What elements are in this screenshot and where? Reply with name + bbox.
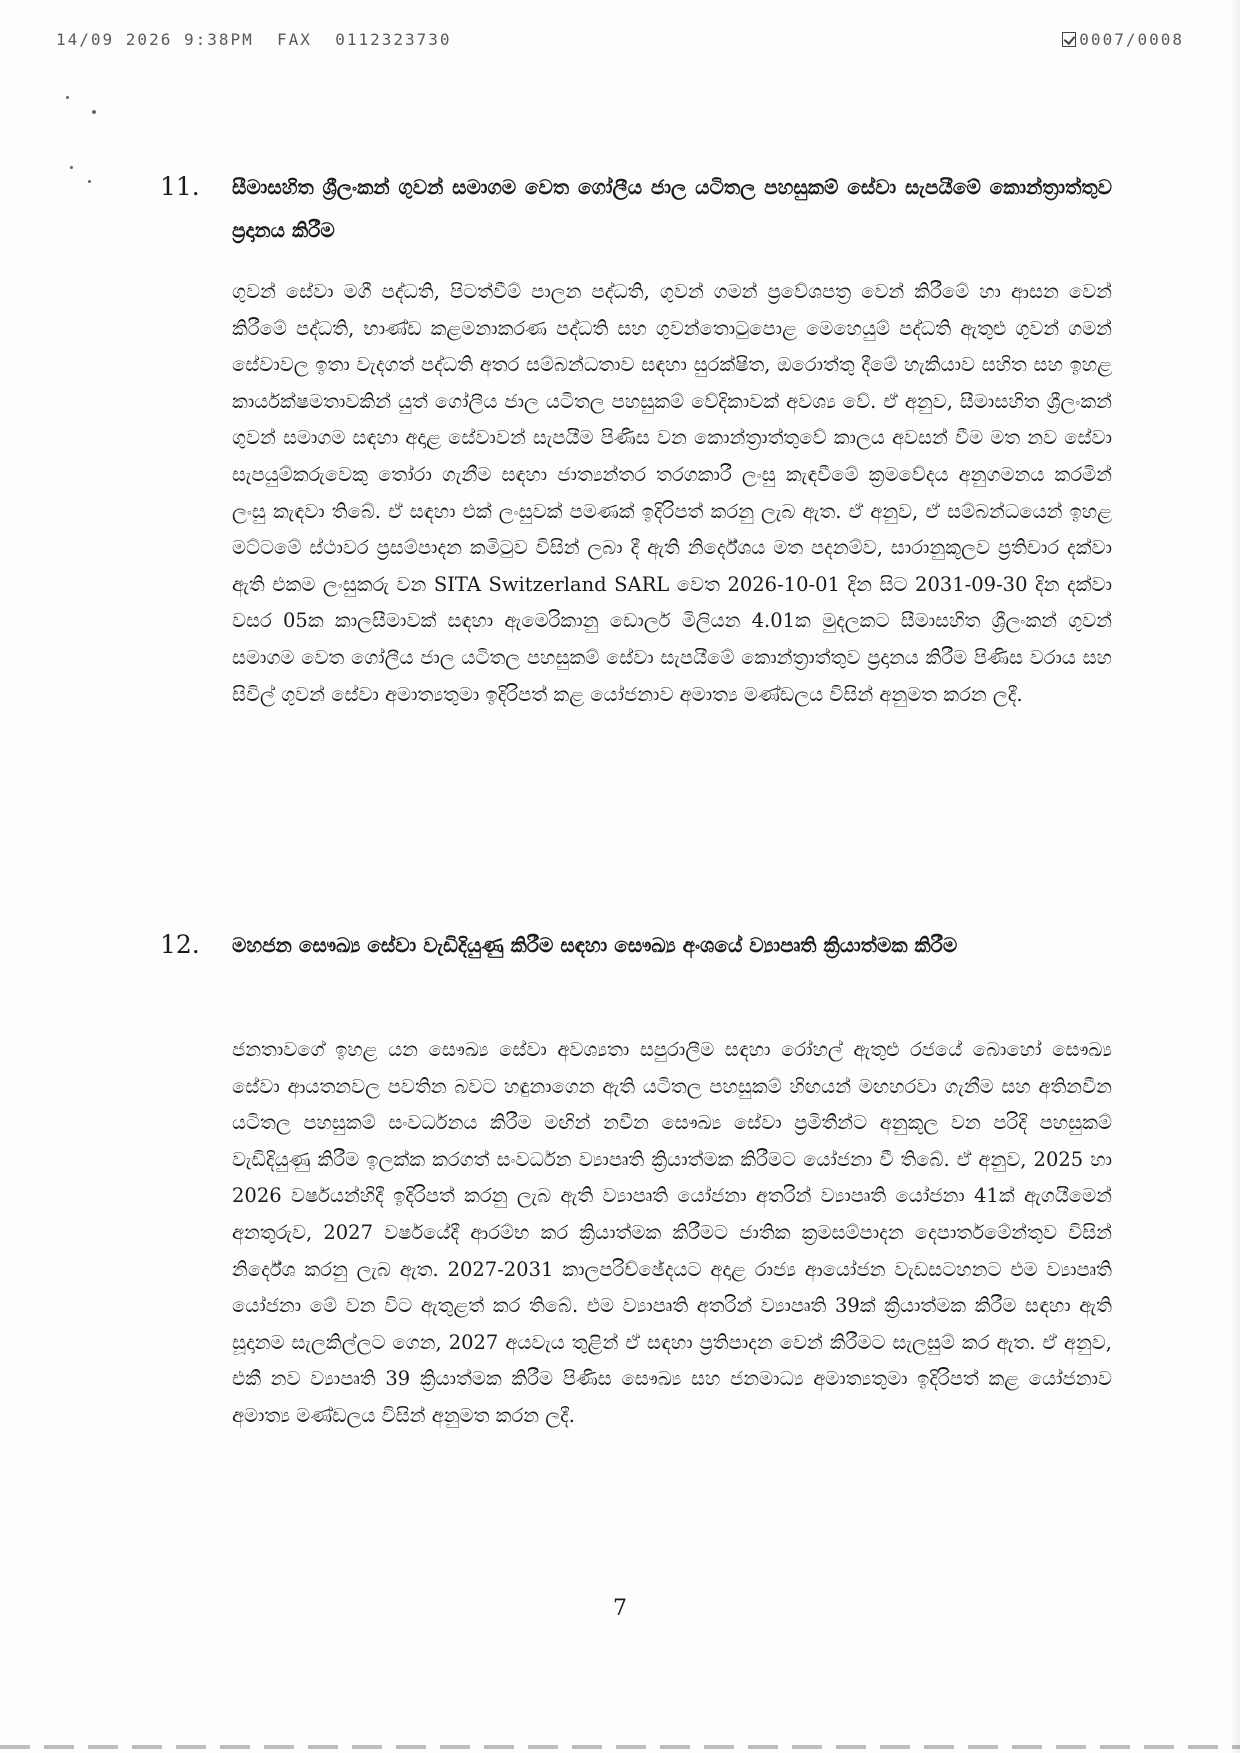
fax-header: [56, 30, 1184, 54]
section-11: [160, 172, 1120, 932]
scan-speck: [70, 166, 73, 169]
section-title: මහජන සෞඛ්‍ය සේවා වැඩිදියුණු කිරීම සඳහා සෞඛ්‍ය අංශයේ ව්‍යාපෘති ක්‍රියාත්මක කිරීම: [232, 933, 958, 957]
fax-page-count: 0007/0008: [1079, 30, 1184, 49]
section-body: ජනතාවගේ ඉහළ යන සෞඛ්‍ය සේවා අවශ්‍යතා සපුරාලීම සඳහා රෝහල් ඇතුළු රජයේ බොහෝ සෞඛ්‍ය සේවා ආයතනවල පවතින බවට හඳුනාගෙන ඇති යටිතල පහසුකම් හිඟයන් මඟහරවා ගැනීම සහ අතිනවීන යටිතල පහසුකම් සංවර්ධනය කිරීම මඟින් නවීන සෞඛ්‍ය සේවා ප්‍රමිතීන්ට අනුකූල වන පරිදි පහසුකම් වැඩිදියුණු කිරීම ඉලක්ක කරගත් සංවර්ධන ව්‍යාපෘති ක්‍රියාත්මක කිරීමට යෝජනා වී තිබේ. ඒ අනුව, 2025 හා 2026 වර්ෂයන්හිදී ඉදිරිපත් කරනු ලැබ ඇති ව්‍යාපෘති යෝජනා අතරින් ව්‍යාපෘති යෝජනා 41ක් ඇගයීමෙන් අනතුරුව, 2027 වර්ෂයේදී ආරම්භ කර ක්‍රියාත්මක කිරීමට ජාතික ක්‍රමසම්පාදන දෙපාර්තමේන්තුව විසින් නිර්දේශ කරනු ලැබ ඇත. 2027-2031 කාලපරිච්ඡේදයට අදාළ රාජ්‍ය ආයෝජන වැඩසටහනට එම ව්‍යාපෘති යෝජනා මේ වන විට ඇතුළත් කර තිබේ. එම ව්‍යාපෘති අතරින් ව්‍යාපෘති 39ක් ක්‍රියාත්මක කිරීම සඳහා ඇති සූදානම සැලකිල්ලට ගෙන, 2027 අයවැය තුළින් ඒ සඳහා ප්‍රතිපාදන වෙන් කිරීමට සැලසුම් කර ඇත. ඒ අනුව, එකී නව ව්‍යාපෘති 39 ක්‍රියාත්මක කිරීම පිණිස සෞඛ්‍ය සහ ජනමාධ්‍ය අමාත්‍යතුමා ඉදිරිපත් කළ යෝජනාව අමාත්‍ය මණ්ඩලය විසින් අනුමත කරන ලදී.: [232, 1038, 1112, 1427]
fax-page-reference: [1062, 30, 1184, 49]
section-number: 12.: [160, 930, 200, 959]
section-body: ගුවන් සේවා මගී පද්ධති, පිටත්වීම් පාලන පද්ධති, ගුවන් ගමන් ප්‍රවේශපත්‍ර වෙන් කිරීමේ හා ආසන වෙන් කිරීමේ පද්ධති, භාණ්ඩ කළමනාකරණ පද්ධති සහ ගුවන්තොටුපොළ මෙහෙයුම් පද්ධති ඇතුළු ගුවන් ගමන් සේවාවල ඉතා වැදගත් පද්ධති අතර සම්බන්ධතාව සඳහා සුරක්ෂිත, ඔරොත්තු දීමේ හැකියාව සහිත සහ ඉහළ කාර්යක්ෂමතාවකින් යුත් ගෝලීය ජාල යටිතල පහසුකම් වේදිකාවක් අවශ්‍ය වේ. ඒ අනුව, සීමාසහිත ශ්‍රීලංකන් ගුවන් සමාගම සඳහා අදාළ සේවාවන් සැපයීම පිණිස වන කොන්ත්‍රාත්තුවේ කාලය අවසන් වීම මත නව සේවා සැපයුම්කරුවෙකු තෝරා ගැනීම සඳහා ජාත්‍යන්තර තරගකාරී ලංසු කැඳවීමේ ක්‍රමවේදය අනුගමනය කරමින් ලංසු කැඳවා තිබේ. ඒ සඳහා එක් ලංසුවක් පමණක් ඉදිරිපත් කරනු ලැබ ඇත. ඒ අනුව, ඒ සම්බන්ධයෙන් ඉහළ මට්ටමේ ස්ථාවර ප්‍රසම්පාදන කමිටුව විසින් ලබා දී ඇති නිර්දේශය මත පදනම්ව, සාරානුකූලව ප්‍රතිචාර දක්වා ඇති එකම ලංසුකරු වන SITA Switzerland SARL වෙත 2026-10-01 දින සිට 2031-09-30 දින දක්වා වසර 05ක කාලසීමාවක් සඳහා ඇමෙරිකානු ඩොලර් මිලියන 4.01ක මුදලකට සීමාසහිත ශ්‍රීලංකන් ගුවන් සමාගම වෙත ගෝලීය ජාල යටිතල පහසුකම් සේවා සැපයීමේ කොන්ත්‍රාත්තුව ප්‍රදානය කිරීම පිණිස වරාය සහ සිවිල් ගුවන් සේවා අමාත්‍යතුමා ඉදිරිපත් කළ යෝජනාව අමාත්‍ය මණ්ඩලය විසින් අනුමත කරන ලදී.: [232, 280, 1112, 706]
checked-box-icon: [1062, 32, 1076, 47]
section-12: [160, 930, 1120, 1570]
section-number: 11.: [160, 172, 200, 201]
scan-right-edge: [1230, 0, 1240, 1753]
page-number: 7: [613, 1596, 627, 1621]
scan-speck: [66, 96, 69, 99]
scan-bottom-edge: [0, 1745, 1240, 1749]
fax-transmission-info: 14/09 2026 9:38PM FAX 0112323730: [56, 30, 452, 49]
section-title: සීමාසහිත ශ්‍රීලංකන් ගුවන් සමාගම වෙත ගෝලීය ජාල යටිතල පහසුකම් සේවා සැපයීමේ කොන්ත්‍රාත්තුව ප්‍රදානය කිරීම: [232, 175, 1112, 242]
scan-speck: [92, 110, 96, 114]
scan-speck: [88, 180, 91, 183]
